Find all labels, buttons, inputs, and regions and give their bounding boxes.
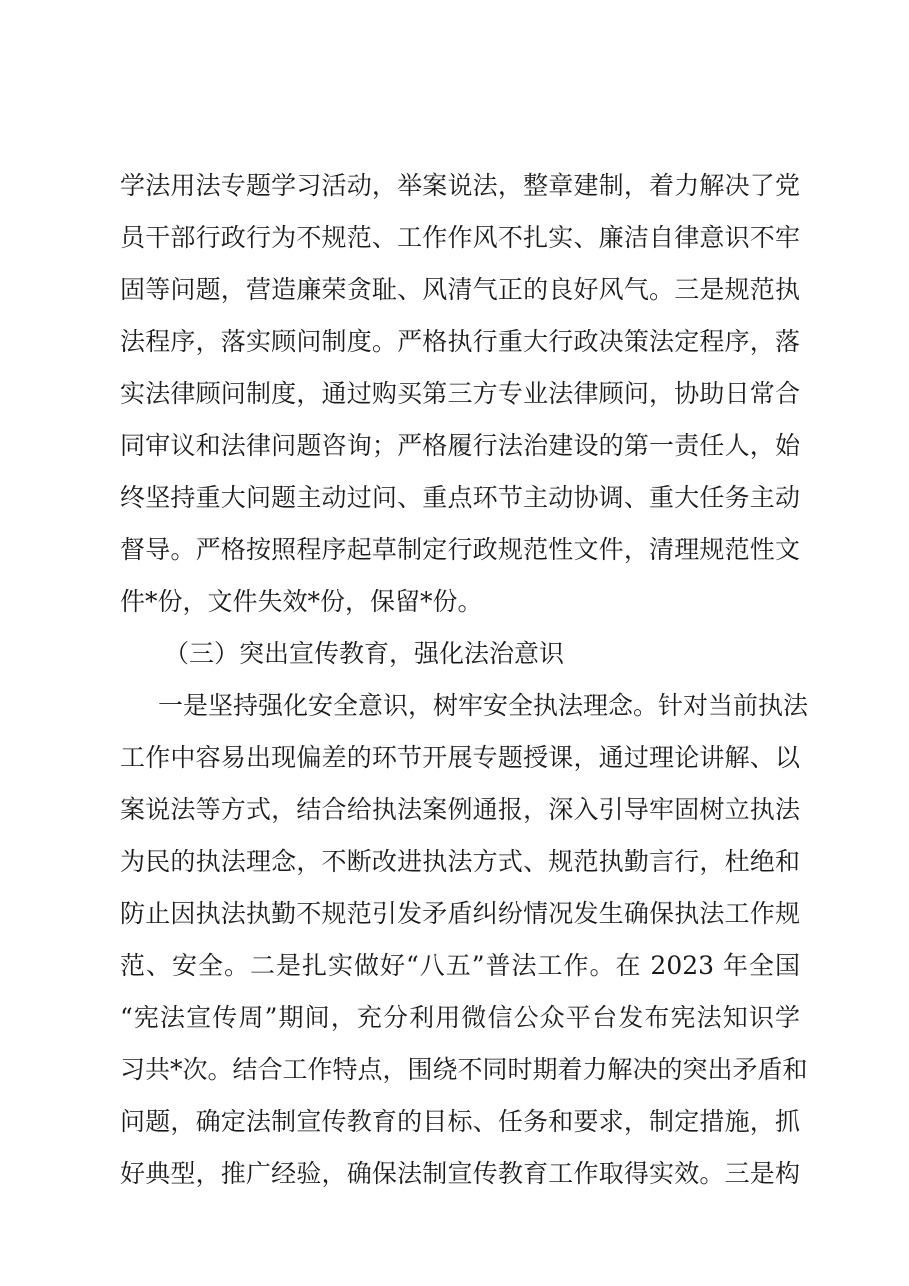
paragraph-line: 问题，确定法制宣传教育的目标、任务和要求，制定措施，抓 <box>120 1107 800 1136</box>
paragraph-line: 一是坚持强化安全意识，树牢安全执法理念。针对当前执法 <box>158 691 809 720</box>
paragraph-line: 工作中容易出现偏差的环节开展专题授课，通过理论讲解、以 <box>120 743 800 772</box>
paragraph-line: 固等问题，营造廉荣贪耻、风清气正的良好风气。三是规范执 <box>120 275 800 304</box>
paragraph-line: 为民的执法理念，不断改进执法方式、规范执勤言行，杜绝和 <box>120 847 800 876</box>
paragraph-line: 案说法等方式，结合给执法案例通报，深入引导牢固树立执法 <box>120 795 800 824</box>
paragraph-line: 习共*次。结合工作特点，围绕不同时期着力解决的突出矛盾和 <box>120 1055 808 1084</box>
paragraph-line: 范、安全。二是扎实做好“八五”普法工作。在 2023 年全国 <box>120 951 800 980</box>
section-heading: （三）突出宣传教育，强化法治意识 <box>164 639 565 668</box>
paragraph-line: 件*份，文件失效*份，保留*份。 <box>120 587 483 616</box>
paragraph-line: “宪法宣传周”期间，充分利用微信公众平台发布宪法知识学 <box>120 1003 800 1032</box>
paragraph-line: 督导。严格按照程序起草制定行政规范性文件，清理规范性文 <box>120 535 800 564</box>
paragraph-line: 好典型，推广经验，确保法制宣传教育工作取得实效。三是构 <box>120 1159 800 1188</box>
paragraph-line: 防止因执法执勤不规范引发矛盾纠纷情况发生确保执法工作规 <box>120 899 800 928</box>
paragraph-line: 员干部行政行为不规范、工作作风不扎实、廉洁自律意识不牢 <box>120 223 800 252</box>
paragraph-line: 实法律顾问制度，通过购买第三方专业法律顾问，协助日常合 <box>120 379 800 408</box>
paragraph-line: 同审议和法律问题咨询；严格履行法治建设的第一责任人，始 <box>120 431 800 460</box>
paragraph-line: 学法用法专题学习活动，举案说法，整章建制，着力解决了党 <box>120 171 800 200</box>
paragraph-line: 法程序，落实顾问制度。严格执行重大行政决策法定程序，落 <box>120 327 800 356</box>
paragraph-line: 终坚持重大问题主动过问、重点环节主动协调、重大任务主动 <box>120 483 800 512</box>
